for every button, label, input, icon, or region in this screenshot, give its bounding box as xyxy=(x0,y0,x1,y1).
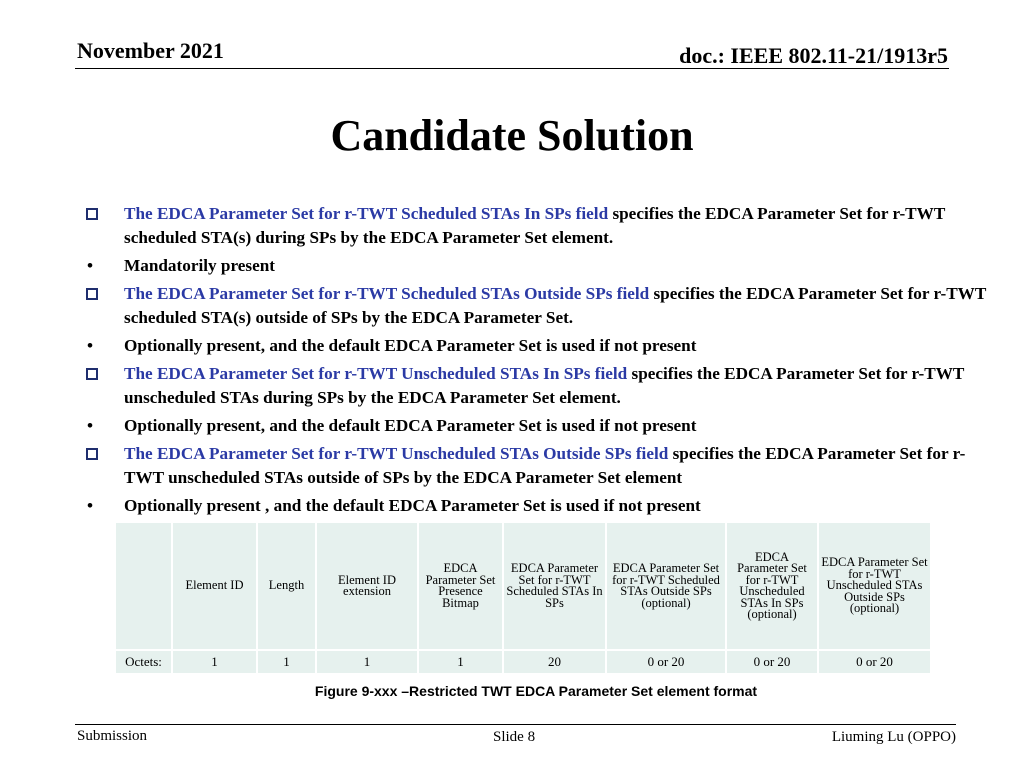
bullet-item xyxy=(86,442,996,490)
footer-slide-number: Slide 8 xyxy=(493,729,536,745)
footer-submission: Submission xyxy=(77,728,148,744)
bullet-item xyxy=(86,254,996,278)
table-cell: 0 or 20 xyxy=(606,650,726,674)
bullet-item xyxy=(86,334,996,358)
table-cell: Length xyxy=(257,522,316,650)
slide-title: Candidate Solution xyxy=(330,111,694,160)
bullet-text: Mandatorily present xyxy=(124,256,276,275)
dot-bullet-icon: • xyxy=(87,416,94,435)
table-cell xyxy=(115,522,172,650)
square-bullet-icon xyxy=(86,202,108,227)
table-cell: 20 xyxy=(503,650,606,674)
table-cell: EDCA Parameter Set Presence Bitmap xyxy=(418,522,503,650)
table-cell: 1 xyxy=(172,650,257,674)
footer-author: Liuming Lu (OPPO) xyxy=(831,729,956,745)
field-name: The EDCA Parameter Set for r-TWT Unscheduled STAs In SPs field xyxy=(124,364,628,383)
table-cell: Element ID extension xyxy=(316,522,418,650)
table-cell: 1 xyxy=(257,650,316,674)
bullet-text: specifies the EDCA Parameter Set for r-TWT unscheduled STAs outside of SPs by the EDCA Parameter Set element xyxy=(124,444,966,487)
bullet-item xyxy=(86,494,996,518)
bullet-text: specifies the EDCA Parameter Set for r-TWT scheduled STA(s) during SPs by the EDCA Parameter Set element. xyxy=(124,204,945,247)
field-name: The EDCA Parameter Set for r-TWT Unscheduled STAs Outside SPs field xyxy=(124,444,669,463)
header-divider xyxy=(75,68,949,69)
table-cell: 0 or 20 xyxy=(726,650,818,674)
footer-divider xyxy=(75,724,956,725)
table-cell: EDCA Parameter Set for r-TWT Scheduled STAs Outside SPs (optional) xyxy=(606,522,726,650)
table-octets-row xyxy=(115,650,931,674)
bullet-text: Optionally present , and the default EDCA Parameter Set is used if not present xyxy=(124,496,701,515)
bullet-item xyxy=(86,414,996,438)
dot-bullet-icon: • xyxy=(87,256,94,275)
table-cell: 0 or 20 xyxy=(818,650,931,674)
dot-bullet-icon: • xyxy=(87,496,94,515)
bullet-text: Optionally present, and the default EDCA Parameter Set is used if not present xyxy=(124,416,697,435)
bullet-text: specifies the EDCA Parameter Set for r-TWT unscheduled STAs during SPs by the EDCA Parameter Set element. xyxy=(124,364,965,407)
table-cell: Octets: xyxy=(115,650,172,674)
table-cell: Element ID xyxy=(172,522,257,650)
table-header-row xyxy=(115,522,931,650)
dot-bullet-icon: • xyxy=(87,336,94,355)
figure-caption: Figure 9-xxx –Restricted TWT EDCA Parameter Set element format xyxy=(314,683,758,699)
table-cell: EDCA Parameter Set for r-TWT Unscheduled STAs In SPs (optional) xyxy=(726,522,818,650)
square-bullet-icon xyxy=(86,442,108,467)
table-cell: 1 xyxy=(418,650,503,674)
bullet-text: specifies the EDCA Parameter Set for r-TWT scheduled STA(s) outside of SPs by the EDCA Parameter Set. xyxy=(124,284,987,327)
header-doc-id: doc.: IEEE 802.11-21/1913r5 xyxy=(679,43,948,68)
field-name: The EDCA Parameter Set for r-TWT Scheduled STAs In SPs field xyxy=(124,204,609,223)
element-format-table xyxy=(114,521,930,675)
square-bullet-icon xyxy=(86,282,108,307)
square-bullet-icon xyxy=(86,362,108,387)
table-cell: 1 xyxy=(316,650,418,674)
table-cell: EDCA Parameter Set for r-TWT Unscheduled STAs Outside SPs (optional) xyxy=(818,522,931,650)
table-cell: EDCA Parameter Set for r-TWT Scheduled STAs In SPs xyxy=(503,522,606,650)
bullet-item xyxy=(86,282,996,330)
field-name: The EDCA Parameter Set for r-TWT Scheduled STAs Outside SPs field xyxy=(124,284,650,303)
bullet-list xyxy=(86,202,996,522)
bullet-text: Optionally present, and the default EDCA Parameter Set is used if not present xyxy=(124,336,697,355)
bullet-item xyxy=(86,202,996,250)
header-date: November 2021 xyxy=(77,38,224,63)
bullet-item xyxy=(86,362,996,410)
